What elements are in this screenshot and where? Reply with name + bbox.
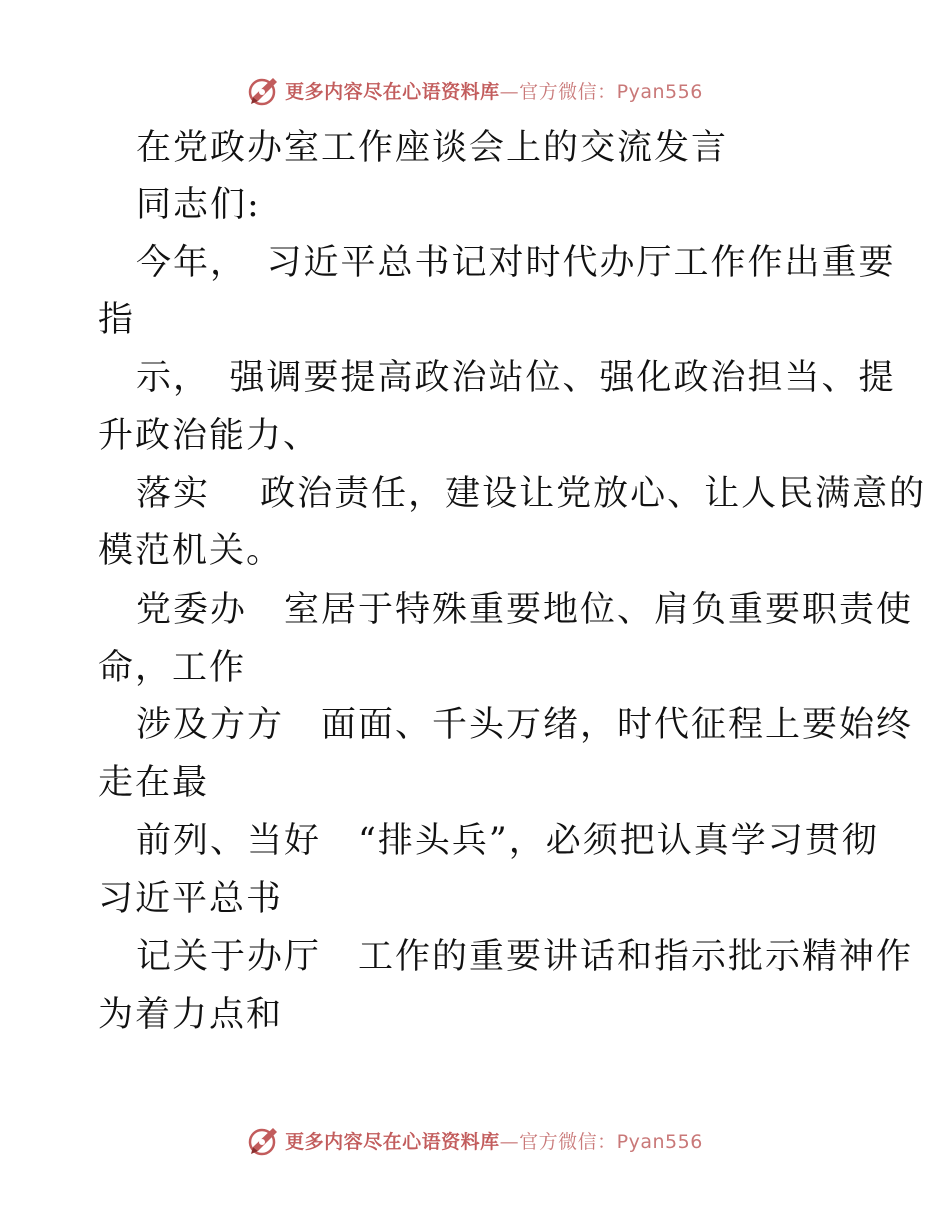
- watermark-main: 更多内容尽在心语资料库: [285, 80, 500, 103]
- footer-watermark: [0, 1120, 950, 1160]
- paragraph-line: 涉及方方 面面、千头万绪，时代征程上要始终: [136, 705, 914, 745]
- watermark-sub: 官方微信：Pyan556: [519, 80, 703, 103]
- watermark-main: 更多内容尽在心语资料库: [285, 1130, 500, 1153]
- paragraph-line: 示， 强调要提高政治站位、强化政治担当、提: [136, 358, 896, 398]
- pen-logo-icon: [247, 73, 281, 107]
- paragraph-line: 记关于办厅 工作的重要讲话和指示批示精神作: [136, 937, 914, 977]
- paragraph-line: 走在最: [98, 763, 210, 803]
- paragraph-line: 模范机关。: [98, 531, 284, 571]
- paragraph-line: 命，工作: [98, 648, 247, 688]
- paragraph-line: 升政治能力、: [98, 416, 321, 456]
- paragraph-line: 前列、当好 “排头兵”，必须把认真学习贯彻: [136, 821, 879, 861]
- paragraph-line: 今年， 习近平总书记对时代办厅工作作出重要: [136, 243, 896, 283]
- document-title: 在党政办室工作座谈会上的交流发言: [136, 128, 729, 168]
- paragraph-line: 落实 政治责任，建设让党放心、让人民满意的: [136, 474, 927, 514]
- watermark-text: [285, 1127, 703, 1154]
- paragraph-line: 指: [98, 300, 136, 340]
- watermark-text: [285, 77, 703, 104]
- watermark-dash: —: [499, 1130, 520, 1153]
- paragraph-line: 为着力点和: [98, 995, 284, 1035]
- watermark-sub: 官方微信：Pyan556: [519, 1130, 703, 1153]
- header-watermark: [0, 70, 950, 110]
- watermark-dash: —: [499, 80, 520, 103]
- salutation: 同志们:: [136, 185, 261, 225]
- pen-logo-icon: [247, 1123, 281, 1157]
- paragraph-line: 党委办 室居于特殊重要地位、肩负重要职责使: [136, 590, 914, 630]
- paragraph-line: 习近平总书: [98, 879, 284, 919]
